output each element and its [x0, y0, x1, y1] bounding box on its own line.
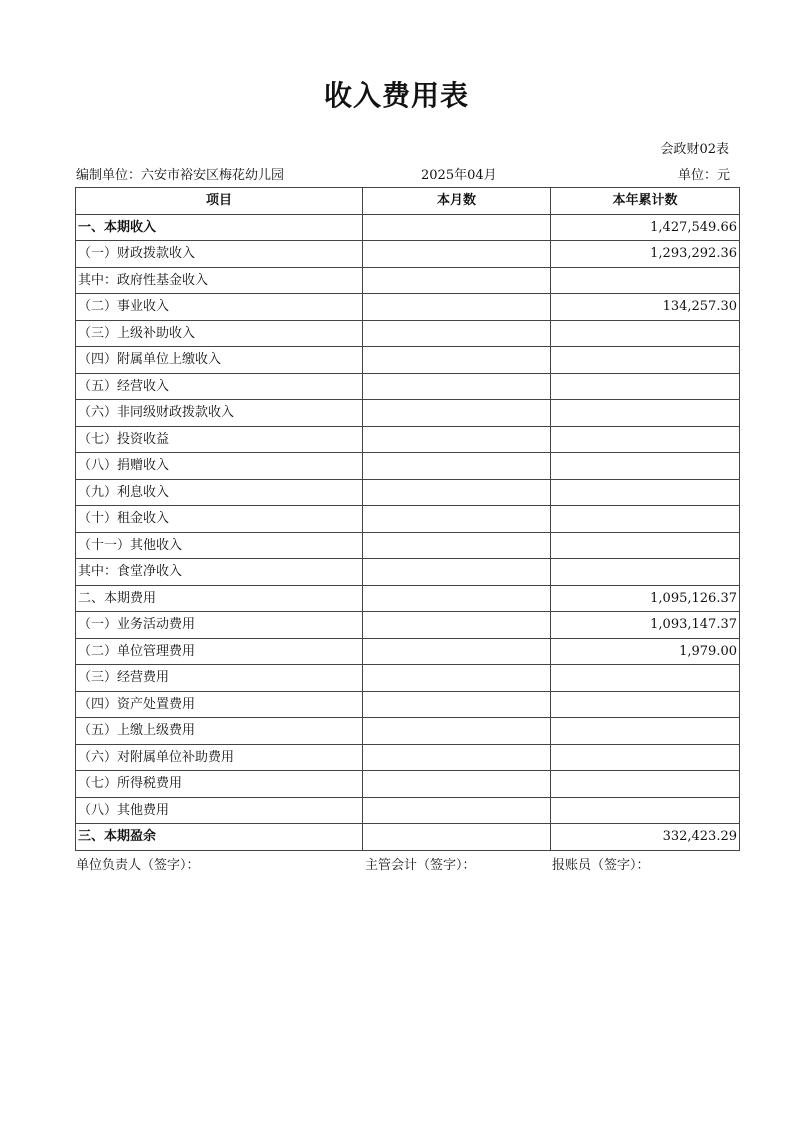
row-item-label: （六）对附属单位补助费用: [76, 744, 363, 771]
row-item-label: 二、本期费用: [76, 585, 363, 612]
table-header-row: [76, 188, 740, 215]
row-item-label: （一）财政拨款收入: [76, 241, 363, 268]
row-item-label: （八）其他费用: [76, 797, 363, 824]
row-month-amount: [363, 585, 551, 612]
row-item-label: （一）业务活动费用: [76, 612, 363, 639]
table-row: [76, 532, 740, 559]
row-ytd-amount: [551, 267, 740, 294]
row-item-label: （十）租金收入: [76, 506, 363, 533]
row-ytd-amount: [551, 373, 740, 400]
table-row: [76, 744, 740, 771]
column-header-ytd: 本年累计数: [551, 188, 740, 215]
report-title: 收入费用表: [323, 79, 469, 112]
table-row: [76, 267, 740, 294]
row-item-label: （二）事业收入: [76, 294, 363, 321]
table-row: [76, 612, 740, 639]
row-ytd-amount: 1,095,126.37: [551, 585, 740, 612]
row-item-label: （三）上级补助收入: [76, 320, 363, 347]
row-item-label: 其中：政府性基金收入: [76, 267, 363, 294]
column-header-item: 项目: [76, 188, 363, 215]
table-row: [76, 400, 740, 427]
row-item-label: （八）捐赠收入: [76, 453, 363, 480]
row-month-amount: [363, 373, 551, 400]
row-month-amount: [363, 559, 551, 586]
row-ytd-amount: [551, 718, 740, 745]
row-ytd-amount: 1,293,292.36: [551, 241, 740, 268]
row-month-amount: [363, 241, 551, 268]
table-row: [76, 479, 740, 506]
row-item-label: （九）利息收入: [76, 479, 363, 506]
row-ytd-amount: [551, 400, 740, 427]
row-ytd-amount: [551, 506, 740, 533]
row-month-amount: [363, 771, 551, 798]
table-row: [76, 824, 740, 851]
signature-footer: [76, 854, 738, 874]
income-expense-table: [75, 187, 740, 851]
row-ytd-amount: [551, 559, 740, 586]
row-ytd-amount: 1,427,549.66: [551, 214, 740, 241]
row-ytd-amount: [551, 797, 740, 824]
row-ytd-amount: [551, 320, 740, 347]
row-month-amount: [363, 400, 551, 427]
row-ytd-amount: [551, 453, 740, 480]
chief-accountant-signature-label: 主管会计（签字）：: [365, 858, 476, 873]
row-item-label: （四）资产处置费用: [76, 691, 363, 718]
row-ytd-amount: [551, 479, 740, 506]
table-row: [76, 426, 740, 453]
row-item-label: （五）上缴上级费用: [76, 718, 363, 745]
row-item-label: （五）经营收入: [76, 373, 363, 400]
table-row: [76, 373, 740, 400]
row-month-amount: [363, 294, 551, 321]
table-row: [76, 585, 740, 612]
row-month-amount: [363, 267, 551, 294]
row-month-amount: [363, 612, 551, 639]
table-row: [76, 718, 740, 745]
row-month-amount: [363, 479, 551, 506]
table-row: [76, 294, 740, 321]
table-row: [76, 771, 740, 798]
row-month-amount: [363, 506, 551, 533]
table-row: [76, 214, 740, 241]
table-row: [76, 559, 740, 586]
row-item-label: （十一）其他收入: [76, 532, 363, 559]
table-row: [76, 241, 740, 268]
row-item-label: 三、本期盈余: [76, 824, 363, 851]
reporting-unit: 编制单位：六安市裕安区梅花幼儿园: [76, 168, 285, 183]
report-meta: [76, 164, 738, 184]
row-ytd-amount: [551, 771, 740, 798]
row-ytd-amount: [551, 665, 740, 692]
row-item-label: （七）投资收益: [76, 426, 363, 453]
row-item-label: （七）所得税费用: [76, 771, 363, 798]
row-month-amount: [363, 797, 551, 824]
row-item-label: 一、本期收入: [76, 214, 363, 241]
table-row: [76, 691, 740, 718]
report-period: 2025年04月: [421, 168, 497, 183]
row-month-amount: [363, 426, 551, 453]
table-body: [76, 214, 740, 850]
row-month-amount: [363, 691, 551, 718]
bookkeeper-signature-label: 报账员（签字）：: [552, 858, 650, 873]
row-month-amount: [363, 638, 551, 665]
row-ytd-amount: 332,423.29: [551, 824, 740, 851]
table-row: [76, 665, 740, 692]
row-ytd-amount: [551, 744, 740, 771]
row-item-label: （四）附属单位上缴收入: [76, 347, 363, 374]
row-ytd-amount: 134,257.30: [551, 294, 740, 321]
row-month-amount: [363, 532, 551, 559]
row-item-label: 其中：食堂净收入: [76, 559, 363, 586]
row-month-amount: [363, 453, 551, 480]
row-month-amount: [363, 744, 551, 771]
row-month-amount: [363, 665, 551, 692]
row-ytd-amount: 1,093,147.37: [551, 612, 740, 639]
row-month-amount: [363, 320, 551, 347]
table-row: [76, 453, 740, 480]
responsible-signature-label: 单位负责人（签字）：: [76, 858, 200, 873]
table-row: [76, 347, 740, 374]
table-row: [76, 797, 740, 824]
row-ytd-amount: [551, 532, 740, 559]
row-month-amount: [363, 347, 551, 374]
table-row: [76, 506, 740, 533]
row-month-amount: [363, 718, 551, 745]
row-month-amount: [363, 824, 551, 851]
row-month-amount: [363, 214, 551, 241]
currency-unit: 单位：元: [677, 168, 730, 183]
table-row: [76, 638, 740, 665]
row-item-label: （三）经营费用: [76, 665, 363, 692]
row-item-label: （六）非同级财政拨款收入: [76, 400, 363, 427]
form-code: 会政财02表: [660, 142, 729, 157]
row-ytd-amount: 1,979.00: [551, 638, 740, 665]
row-ytd-amount: [551, 347, 740, 374]
column-header-month: 本月数: [363, 188, 551, 215]
row-item-label: （二）单位管理费用: [76, 638, 363, 665]
row-ytd-amount: [551, 691, 740, 718]
row-ytd-amount: [551, 426, 740, 453]
table-row: [76, 320, 740, 347]
